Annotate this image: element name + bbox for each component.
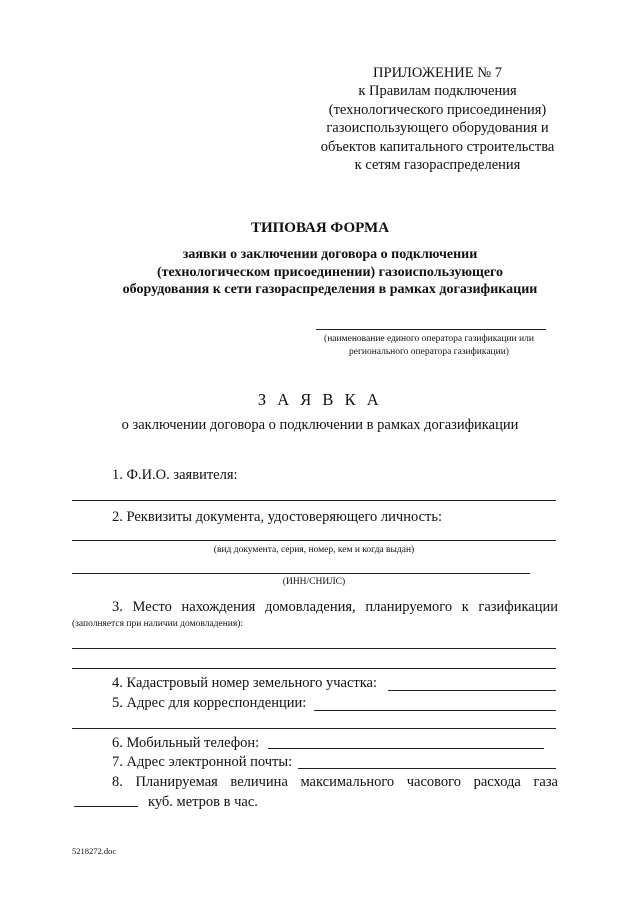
appendix-line: (технологического присоединения): [328, 101, 547, 118]
item-8-unit: куб. метров в час.: [148, 794, 258, 810]
id-document-caption: (вид документа, серия, номер, кем и когда выдан): [213, 545, 415, 555]
cadastral-number-field[interactable]: [388, 690, 556, 691]
operator-caption-line: (наименование единого оператора газификации или: [324, 334, 534, 344]
mailing-address-field-2[interactable]: [72, 728, 556, 729]
applicant-name-field[interactable]: [72, 500, 556, 501]
mobile-phone-field[interactable]: [268, 748, 544, 749]
item-7-label: 7. Адрес электронной почты:: [112, 754, 293, 770]
appendix-line: ПРИЛОЖЕНИЕ № 7: [373, 65, 502, 81]
item-3-note: (заполняется при наличии домовладения):: [72, 619, 244, 629]
item-3-label: 3. Место нахождения домовладения, планируемого к газификации: [112, 599, 558, 615]
appendix-line: газоиспользующего оборудования и: [326, 120, 549, 137]
item-4-label: 4. Кадастровый номер земельного участка:: [112, 675, 378, 691]
form-subtitle-line: (технологическом присоединении) газоиспользующего: [156, 264, 504, 280]
form-subtitle: [120, 246, 540, 299]
item-1-label: 1. Ф.И.О. заявителя:: [112, 467, 238, 483]
application-subtitle: о заключении договора о подключении в рамках догазификации: [121, 417, 519, 433]
item-8-label: 8. Планируемая величина максимального часового расхода газа: [112, 774, 558, 790]
appendix-line: объектов капитального строительства: [320, 138, 555, 155]
item-6-label: 6. Мобильный телефон:: [112, 735, 260, 751]
application-title: З А Я В К А: [257, 390, 383, 409]
operator-caption: [300, 333, 558, 359]
household-location-field-2[interactable]: [72, 668, 556, 669]
inn-snils-field[interactable]: [72, 573, 530, 574]
inn-snils-caption: (ИНН/СНИЛС): [282, 577, 346, 587]
form-subtitle-line: заявки о заключении договора о подключении: [182, 247, 478, 262]
gas-flow-field[interactable]: [74, 806, 138, 807]
document-id: 5218272.doc: [72, 846, 117, 856]
item-5-label: 5. Адрес для корреспонденции:: [112, 695, 307, 711]
household-location-field-1[interactable]: [72, 648, 556, 649]
operator-caption-line: регионального оператора газификации): [349, 347, 509, 357]
form-subtitle-line: оборудования к сети газораспределения в рамках догазификации: [122, 282, 538, 297]
appendix-line: к сетям газораспределения: [354, 157, 521, 174]
email-field[interactable]: [298, 768, 556, 769]
item-2-label: 2. Реквизиты документа, удостоверяющего личность:: [112, 509, 442, 525]
id-document-field[interactable]: [72, 540, 556, 541]
mailing-address-field-1[interactable]: [314, 710, 556, 711]
form-title: ТИПОВАЯ ФОРМА: [250, 220, 390, 236]
appendix-line: к Правилам подключения: [358, 83, 517, 100]
operator-name-field[interactable]: [316, 329, 546, 330]
appendix-header: [300, 64, 575, 174]
